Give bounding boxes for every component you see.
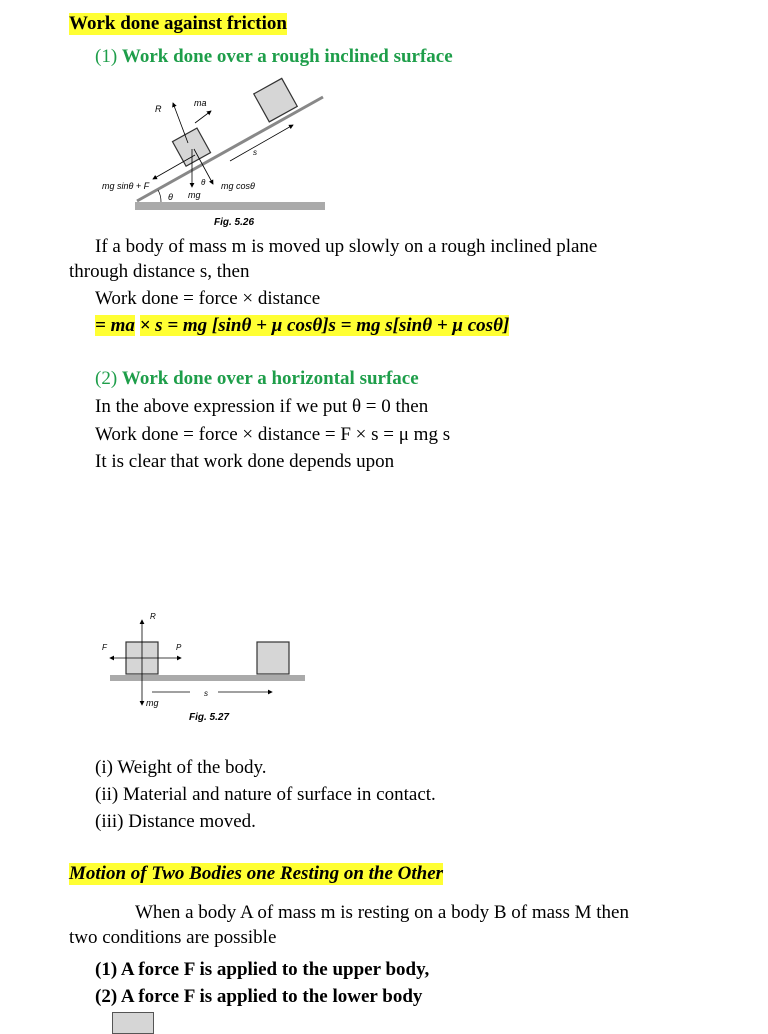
subheading-title-2: Work done over a horizontal surface [121, 368, 419, 389]
label-mg-cos: mg cosθ [221, 181, 255, 191]
block-right [257, 642, 289, 674]
condition-2: (2) A force F is applied to the lower body [95, 986, 423, 1007]
label-s-2: s [204, 689, 208, 698]
list-item-1: (i) Weight of the body. [95, 757, 267, 778]
label-R: R [155, 104, 162, 114]
label-F: F [102, 643, 107, 652]
figure-horizontal-surface [95, 605, 315, 735]
ground-surface-horizontal [110, 675, 305, 681]
subheading-number: (1) [95, 46, 118, 67]
list-item-3: (iii) Distance moved. [95, 811, 256, 832]
label-s: s [253, 148, 257, 157]
section2-line3: It is clear that work done depends upon [95, 451, 395, 472]
section3-line1: When a body A of mass m is resting on a body B of mass M then [135, 902, 629, 923]
section-heading-two-bodies: Motion of Two Bodies one Resting on the Other [69, 863, 444, 884]
subheading-title: Work done over a rough inclined surface [121, 46, 453, 67]
equation-part-ma: = ma [95, 315, 135, 336]
condition-1: (1) A force F is applied to the upper body, [95, 959, 430, 980]
label-mg-sin-F: mg sinθ + F [102, 181, 150, 191]
section3-line2: two conditions are possible [69, 927, 277, 948]
label-theta-base: θ [168, 192, 173, 202]
equation-inclined [95, 315, 509, 337]
figure-caption-527: Fig. 5.27 [189, 712, 230, 723]
label-P: P [176, 643, 182, 652]
section-heading-friction: Work done against friction [69, 13, 287, 34]
figure-inclined-plane [95, 75, 335, 235]
ground-surface [135, 202, 325, 210]
para1-line2: through distance s, then [69, 261, 250, 282]
figure-caption-526: Fig. 5.26 [214, 217, 255, 228]
para1-line3: Work done = force × distance [95, 288, 321, 309]
subheading-inclined [95, 46, 453, 68]
equation-part-end: ] [502, 315, 510, 336]
subheading-number-2: (2) [95, 368, 118, 389]
section2-line1: In the above expression if we put θ = 0 then [95, 396, 429, 417]
block-partial-bottom [112, 1012, 154, 1034]
label-R-2: R [150, 612, 156, 621]
equation-part-main: × s = mg [sinθ + μ cosθ]s = mg s[sinθ + μ cosθ [139, 315, 503, 336]
label-theta-block: θ [201, 178, 206, 187]
section2-line2: Work done = force × distance = F × s = μ mg s [95, 424, 451, 445]
para1-line1: If a body of mass m is moved up slowly on a rough inclined plane [95, 236, 598, 257]
label-mg-2: mg [146, 698, 159, 708]
list-item-2: (ii) Material and nature of surface in contact. [95, 784, 436, 805]
subheading-horizontal [95, 368, 419, 390]
label-ma: ma [194, 98, 207, 108]
arrow-ma [195, 111, 211, 123]
angle-arc [158, 190, 161, 202]
arrow-friction-force [153, 155, 195, 179]
block-lower [172, 128, 210, 166]
label-mg: mg [188, 190, 201, 200]
